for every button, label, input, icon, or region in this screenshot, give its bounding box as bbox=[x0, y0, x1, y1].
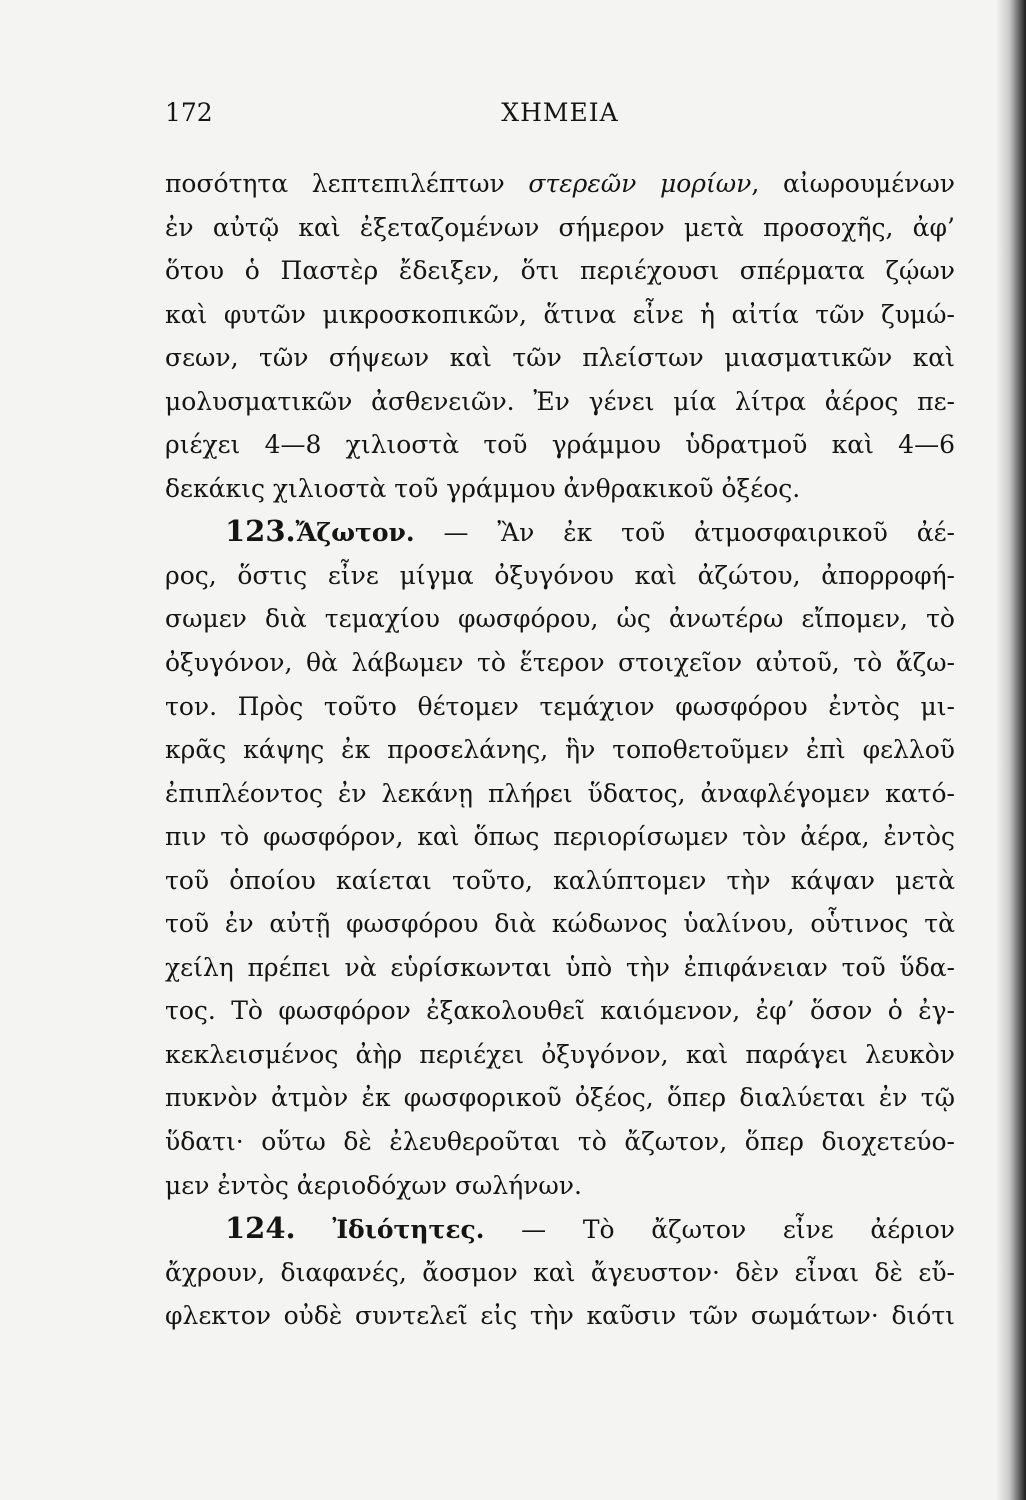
section-title: Ἄζωτον. bbox=[295, 518, 415, 548]
scan-edge-shadow bbox=[996, 0, 1026, 1500]
text-line: ριέχει 4—8 χιλιοστὰ τοῦ γράμμου ὑδρατμοῦ καὶ 4—6 bbox=[165, 430, 955, 460]
text-line: φλεκτον οὐδὲ συντελεῖ εἰς τὴν καῦσιν τῶν σωμάτων· διότι bbox=[165, 1301, 955, 1331]
running-head: ΧΗΜΕΙΑ bbox=[501, 98, 619, 127]
section-heading-line: 124. Ἰδιότητες. — Τὸ ἄζωτον εἶνε ἀέριον bbox=[225, 1211, 955, 1246]
text-line: τος. Τὸ φωσφόρον ἐξακολουθεῖ καιόμενον, ἐφ’ ὅσον ὁ ἐγ- bbox=[165, 996, 955, 1026]
text-line: ἐπιπλέοντος ἐν λεκάνῃ πλήρει ὕδατος, ἀναφλέγομεν κατό- bbox=[165, 778, 955, 808]
text-line: κρᾶς κάψης ἐκ προσελάνης, ἣν τοποθετοῦμεν ἐπὶ φελλοῦ bbox=[165, 735, 955, 765]
text-line: δεκάκις χιλιοστὰ τοῦ γράμμου ἀνθρακικοῦ ὀξέος. bbox=[165, 473, 801, 503]
text-line: σωμεν διὰ τεμαχίου φωσφόρου, ὡς ἀνωτέρω εἴπομεν, τὸ bbox=[165, 604, 955, 634]
text-line: χείλη πρέπει νὰ εὑρίσκωνται ὑπὸ τὴν ἐπιφάνειαν τοῦ ὕδα- bbox=[165, 952, 955, 982]
section-number: 123. bbox=[225, 514, 296, 549]
text-line: τον. Πρὸς τοῦτο θέτομεν τεμάχιον φωσφόρου ἐντὸς μι- bbox=[165, 691, 955, 721]
section-number: 124. bbox=[225, 1211, 296, 1246]
text-line: πιν τὸ φωσφόρον, καὶ ὅπως περιορίσωμεν τὸν ἀέρα, ἐντὸς bbox=[165, 822, 955, 852]
body-text bbox=[165, 162, 955, 1338]
section-title: Ἰδιότητες. bbox=[332, 1215, 485, 1245]
text-line: πυκνὸν ἀτμὸν ἐκ φωσφορικοῦ ὀξέος, ὅπερ διαλύεται ἐν τῷ bbox=[165, 1083, 955, 1113]
text-line: ἐν αὐτῷ καὶ ἐξεταζομένων σήμερον μετὰ προσοχῆς, ἀφ’ bbox=[165, 212, 955, 242]
text-line: ἄχρουν, διαφανές, ἄοσμον καὶ ἄγευστον· δὲν εἶναι δὲ εὔ- bbox=[165, 1257, 955, 1287]
text-line: τοῦ ὁποίου καίεται τοῦτο, καλύπτομεν τὴν κάψαν μετὰ bbox=[165, 865, 955, 895]
paragraph bbox=[165, 162, 955, 510]
page-header bbox=[165, 98, 955, 134]
section-124 bbox=[165, 1207, 955, 1338]
text-line: ρος, ὅστις εἶνε μίγμα ὀξυγόνου καὶ ἀζώτου, ἀπορροφή- bbox=[165, 560, 955, 590]
section-heading-line: 123.Ἄζωτον. — Ἂν ἐκ τοῦ ἀτμοσφαιρικοῦ ἀέ- bbox=[225, 514, 955, 549]
text-line: μολυσματικῶν ἀσθενειῶν. Ἐν γένει μία λίτρα ἀέρος πε- bbox=[165, 386, 955, 416]
text-line: κεκλεισμένος ἀὴρ περιέχει ὀξυγόνον, καὶ παράγει λευκὸν bbox=[165, 1039, 955, 1069]
text-line: τοῦ ἐν αὐτῇ φωσφόρου διὰ κώδωνος ὑαλίνου, οὗτινος τὰ bbox=[165, 909, 955, 939]
text-line: μεν ἐντὸς ἀεριοδόχων σωλήνων. bbox=[165, 1170, 582, 1200]
section-123 bbox=[165, 510, 955, 1207]
text-line: ὅτου ὁ Παστὲρ ἔδειξεν, ὅτι περιέχουσι σπέρματα ζῴων bbox=[165, 256, 955, 286]
text-line: σεων, τῶν σήψεων καὶ τῶν πλείστων μιασματικῶν καὶ bbox=[165, 343, 955, 373]
page-number: 172 bbox=[165, 98, 213, 127]
text-line: ποσότητα λεπτεπιλέπτων στερεῶν μορίων, αἰωρουμένων bbox=[165, 169, 955, 198]
emphasized-text: στερεῶν μορίων bbox=[528, 169, 752, 198]
text-line: ὕδατι· οὕτω δὲ ἐλευθεροῦται τὸ ἄζωτον, ὅπερ διοχετεύο- bbox=[165, 1127, 955, 1157]
text-line: ὀξυγόνον, θὰ λάβωμεν τὸ ἕτερον στοιχεῖον αὐτοῦ, τὸ ἄζω- bbox=[165, 648, 955, 678]
text-line: καὶ φυτῶν μικροσκοπικῶν, ἅτινα εἶνε ἡ αἰτία τῶν ζυμώ- bbox=[165, 299, 955, 329]
